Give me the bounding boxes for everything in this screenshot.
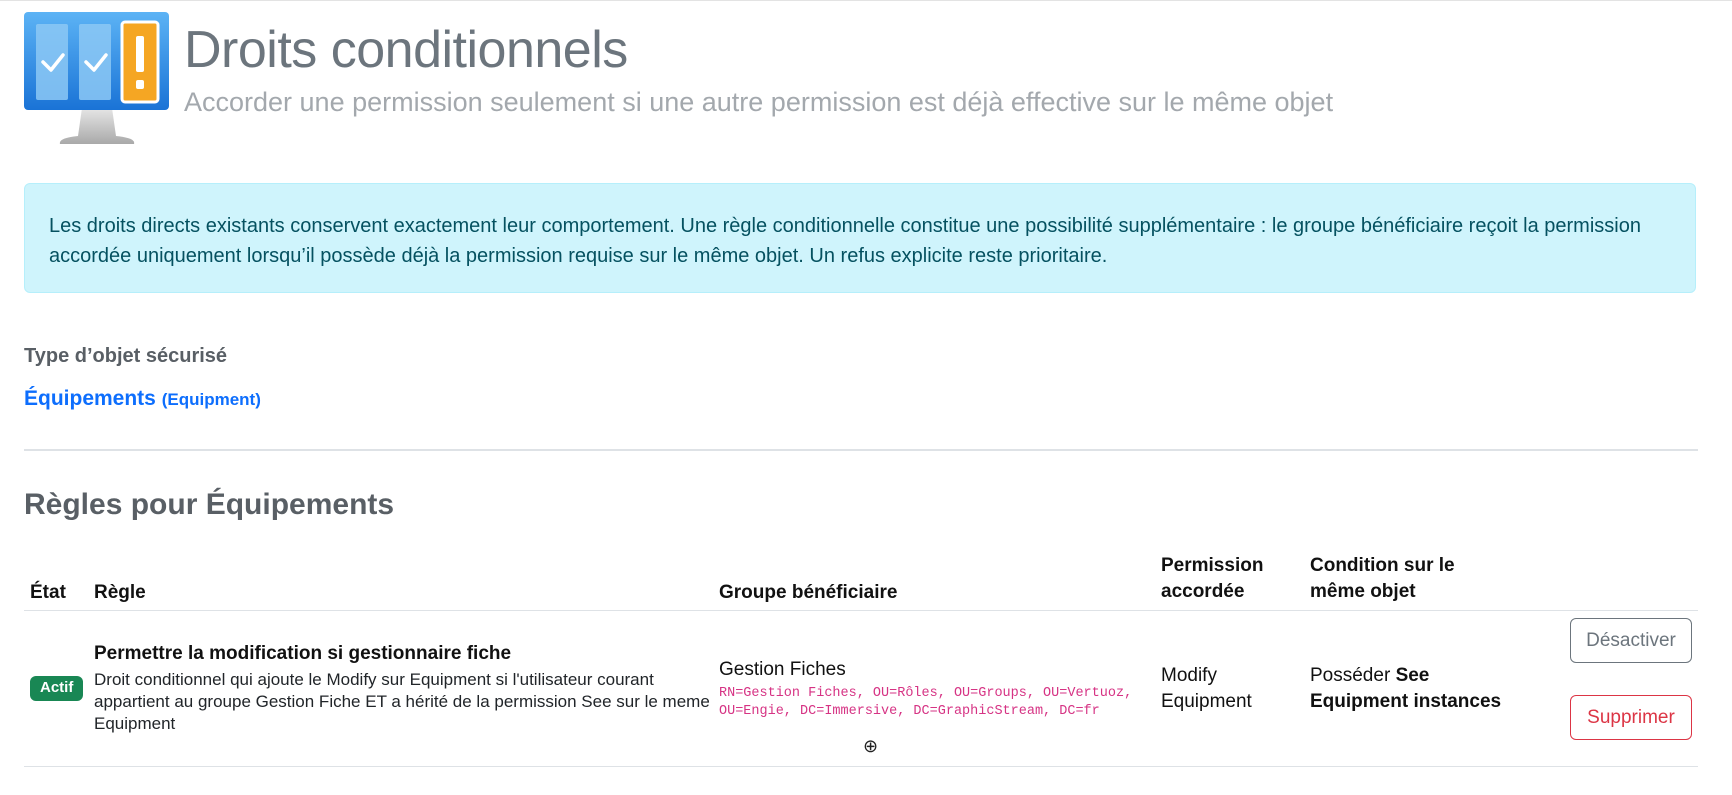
rule-name: Permettre la modification si gestionnaire fiche: [94, 643, 512, 664]
required-condition: [1310, 663, 1530, 715]
column-header-condition: [1310, 553, 1455, 605]
granted-permission-line2: Equipment: [1161, 691, 1252, 712]
group-name: Gestion Fiches: [719, 659, 846, 680]
top-border: [0, 0, 1732, 1]
table-header-border: [24, 610, 1698, 611]
condition-permission: See: [1395, 665, 1430, 686]
column-header-permission-line1: Permission: [1161, 555, 1264, 576]
rule-description: Droit conditionnel qui ajoute le Modify sur Equipment si l'utilisateur courant appartient au groupe Gestion Fiche ET a hérité de la permission See sur le meme Equipment: [94, 670, 710, 733]
section-divider: [24, 449, 1698, 451]
column-header-condition-line2: même objet: [1310, 581, 1416, 602]
monitor-checklist-warning-icon: [24, 12, 169, 147]
granted-permission-line1: Modify: [1161, 665, 1217, 686]
info-alert-text: Les droits directs existants conservent exactement leur comportement. Une règle conditionnelle constitue une possibilité supplémentaire : le groupe bénéficiaire reçoit la permission accordée uniquement lorsqu’il possède déjà la permission requise sur le même objet. Un refus explicite reste prioritaire.: [49, 215, 1641, 267]
delete-button[interactable]: Supprimer: [1570, 695, 1692, 740]
rules-heading: Règles pour Équipements: [24, 488, 395, 521]
info-alert: [24, 183, 1696, 293]
object-type-name: Équipements: [24, 387, 156, 410]
object-type-link[interactable]: [24, 387, 261, 411]
deactivate-button[interactable]: Désactiver: [1570, 618, 1692, 663]
column-header-permission-line2: accordée: [1161, 581, 1245, 602]
object-type-code: (Equipment): [161, 390, 261, 409]
object-type-label: Type d’objet sécurisé: [24, 345, 228, 367]
granted-permission: [1161, 663, 1281, 715]
table-row-border: [24, 766, 1698, 767]
condition-object: Equipment instances: [1310, 691, 1502, 712]
column-header-groupe: Groupe bénéficiaire: [719, 582, 898, 603]
column-header-regle: Règle: [94, 582, 146, 603]
move-cursor-icon: ⊕: [863, 736, 879, 756]
page-title: Droits conditionnels: [184, 21, 628, 79]
page-subtitle: Accorder une permission seulement si une autre permission est déjà effective sur le même objet: [184, 87, 1334, 117]
group-distinguished-name: RN=Gestion Fiches, OU=Rôles, OU=Groups, OU=Vertuoz, OU=Engie, DC=Immersive, DC=GraphicStream, DC=fr: [719, 686, 1133, 719]
column-header-condition-line1: Condition sur le: [1310, 555, 1455, 576]
column-header-etat: État: [30, 582, 66, 603]
condition-prefix: Posséder: [1310, 665, 1391, 686]
column-header-permission: [1161, 553, 1263, 605]
status-badge: Actif: [30, 676, 83, 701]
